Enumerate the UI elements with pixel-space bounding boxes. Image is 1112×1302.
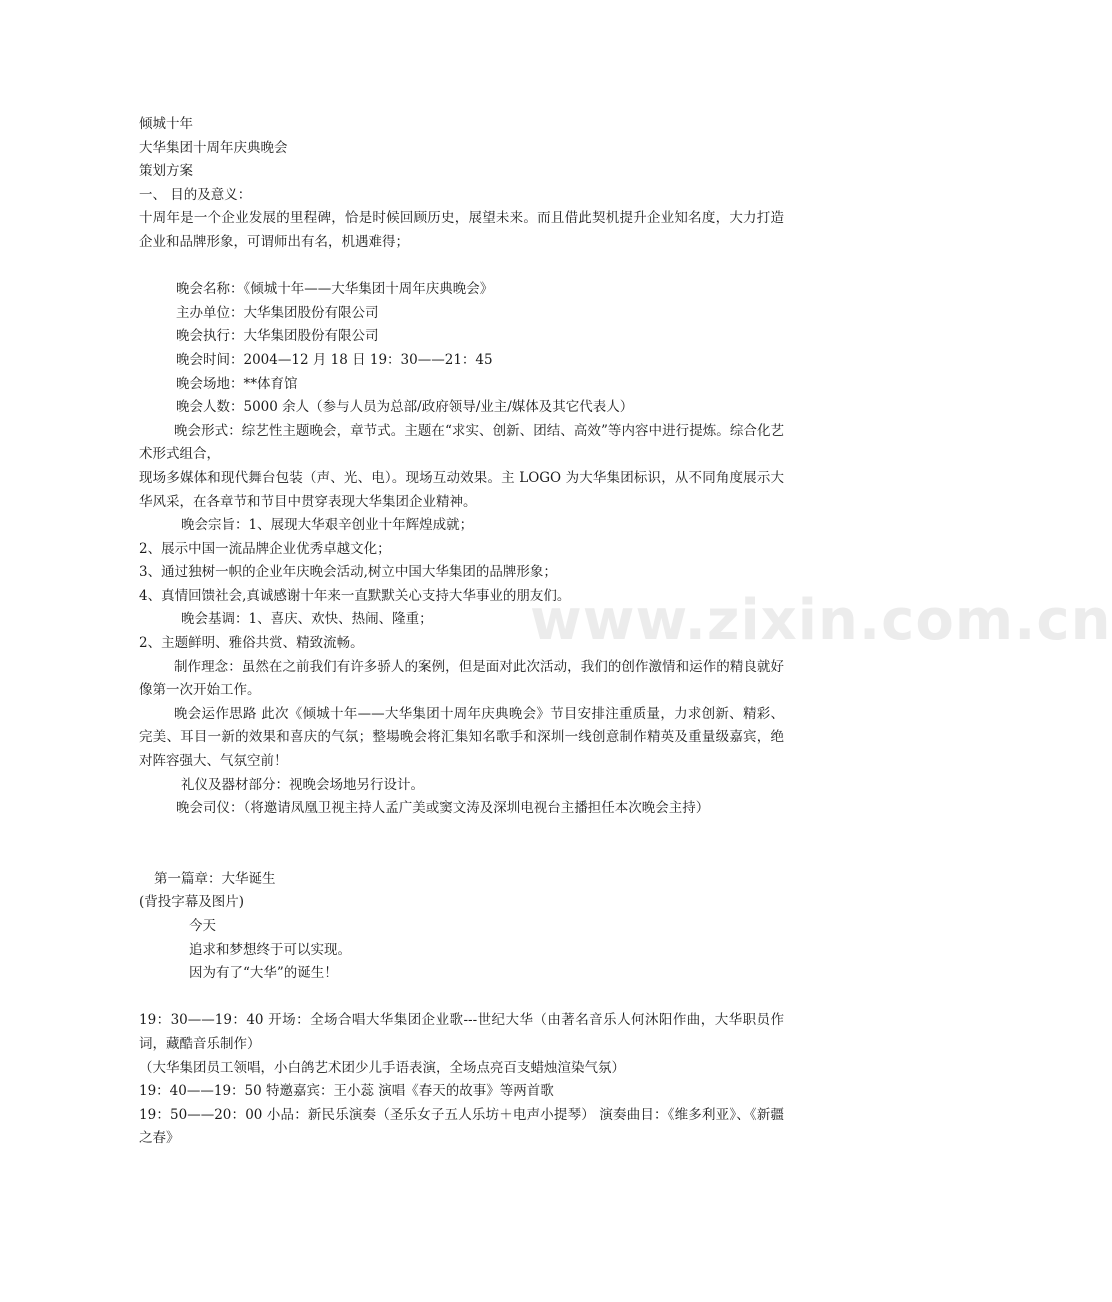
program-note: （大华集团员工领唱，小白鸽艺术团少儿手语表演，全场点亮百支蜡烛渲染气氛） [139,1059,625,1076]
mc: 晚会司仪：（将邀请凤凰卫视主持人孟广美或窦文涛及深圳电视台主播担任本次晚会主持） [176,800,710,817]
tone-item: 2、主题鲜明、雅俗共赏、精致流畅。 [139,635,364,652]
event-people: 晚会人数：5000 余人（参与人员为总部/政府领导/业主/媒体及其它代表人） [176,399,634,416]
etiquette: 礼仪及器材部分：视晚会场地另行设计。 [181,776,424,793]
doc-subtitle: 大华集团十周年庆典晚会 [139,139,288,156]
document-body [139,113,784,1151]
aim-item: 3、通过独树一帜的企业年庆晚会活动,树立中国大华集团的品牌形象； [139,564,557,581]
event-form: 晚会形式：综艺性主题晚会，章节式。主题在“求实、创新、团结、高效”等内容中进行提炼。综合化艺术形式组合， [139,422,784,463]
event-form-cont: 现场多媒体和现代舞台包装（声、光、电）。现场互动效果。主 LOGO 为大华集团标识，从不同角度展示大华风采，在各章节和节目中贯穿表现大华集团企业精神。 [139,469,784,510]
watermark: www.zixin.com.cn [530,588,1112,653]
backdrop-note: (背投字幕及图片) [139,894,245,911]
event-name: 晚会名称：《倾城十年——大华集团十周年庆典晚会》 [176,281,494,298]
doc-subtitle-2: 策划方案 [139,163,193,180]
poem-line: 今天 [189,918,216,934]
program-item: 19：30——19：40 开场：全场合唱大华集团企业歌---世纪大华（由著名音乐人何沐阳作曲，大华职员作词，藏酷音乐制作） [139,1012,784,1052]
purpose-paragraph: 十周年是一个企业发展的里程碑，恰是时候回顾历史，展望未来。而且借此契机提升企业知名度，大力打造企业和品牌形象，可谓师出有名，机遇难得； [139,210,784,250]
production-idea: 制作理念：虽然在之前我们有许多骄人的案例，但是面对此次活动，我们的创作激情和运作的精良就好像第一次开始工作。 [139,658,784,699]
program-item: 19：50——20：00 小品：新民乐演奏（圣乐女子五人乐坊＋电声小提琴） 演奏曲目：《维多利亚》、《新疆之春》 [139,1106,784,1147]
event-venue: 晚会场地：**体育馆 [176,375,298,392]
event-tone: 晚会基调：1、喜庆、欢快、热闹、隆重； [181,611,433,628]
aim-item: 2、展示中国一流品牌企业优秀卓越文化； [139,540,391,557]
event-host: 主办单位：大华集团股份有限公司 [176,304,379,321]
event-time: 晚会时间：2004—12 月 18 日 19：30——21：45 [176,351,493,368]
operation-idea: 晚会运作思路 此次《倾城十年——大华集团十周年庆典晚会》节目安排注重质量，力求创新、精彩、完美、耳目一新的效果和喜庆的气氛；整場晚会将汇集知名歌手和深圳一线创意制作精英及重量级嘉宾，绝对阵容强大、气氛空前！ [139,705,784,770]
aim-item: 4、真情回馈社会,真诚感谢十年来一直默默关心支持大华事业的朋友们。 [139,587,571,604]
poem-line: 因为有了“大华”的诞生！ [189,965,338,982]
doc-title: 倾城十年 [139,116,193,132]
poem-line: 追求和梦想终于可以实现。 [189,941,351,958]
program-item: 19：40——19：50 特邀嘉宾：王小蕊 演唱《春天的故事》等两首歌 [139,1083,554,1100]
event-exec: 晚会执行：大华集团股份有限公司 [176,328,379,345]
section-heading: 一、 目的及意义： [139,186,252,203]
chapter-heading: 第一篇章：大华诞生 [154,870,276,887]
event-aim: 晚会宗旨：1、展现大华艰辛创业十年辉煌成就； [181,517,474,534]
